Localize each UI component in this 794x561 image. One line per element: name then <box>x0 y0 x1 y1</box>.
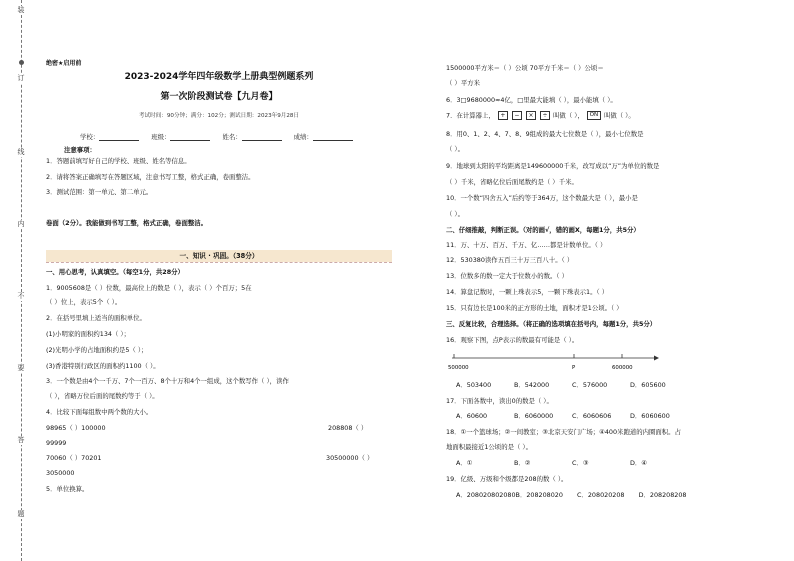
question-7 <box>446 111 635 120</box>
question-19-options <box>456 491 686 499</box>
question-12: 12．530380读作五百三十万三百八十。（ ） <box>446 256 574 264</box>
score-label: 成绩： <box>293 133 313 141</box>
option-b[interactable]: B．6060000 <box>514 412 554 420</box>
binding-word: 装 <box>15 6 27 15</box>
question-7-suffix: 叫做（ ）。 <box>603 111 635 120</box>
binding-word: 内 <box>15 220 27 229</box>
option-b[interactable]: B．② <box>514 459 531 467</box>
question-3: 3．一个数是由4个一千万、7个一百万、8个十万和4个一组成，这个数写作（ ），读作 <box>46 377 289 385</box>
binding-dot <box>19 60 24 65</box>
question-3-cont: （ ），省略万位后面的尾数约等于（ ）。 <box>46 392 159 400</box>
times-key: × <box>526 111 536 120</box>
compare-left-2: 70060（ ）70201 <box>46 454 102 462</box>
question-9-cont: （ ）千米，省略亿位后面尾数约是（ ）千米。 <box>446 178 578 186</box>
question-5-line-2: （ ）平方米 <box>446 79 480 87</box>
question-2-1: (1)小明家的面积约134（ ）； <box>46 330 130 338</box>
score-field[interactable] <box>313 135 353 141</box>
question-2-3: (3)香港特别行政区的面积约1100（ ）。 <box>46 362 160 370</box>
question-13: 13．位数多的数一定大于位数小的数。（ ） <box>446 272 568 280</box>
question-11: 11．万、十万、百万、千万、亿……都是计数单位。（ ） <box>446 241 607 249</box>
option-a[interactable]: A．60600 <box>456 412 488 420</box>
question-2: 2．在括号里填上适当的面积单位。 <box>46 314 146 322</box>
plus-key: + <box>498 111 508 120</box>
student-info-row <box>80 133 363 141</box>
secret-label: 绝密★启用前 <box>46 60 82 67</box>
school-label: 学校： <box>80 133 100 141</box>
option-c[interactable]: C．③ <box>572 459 589 467</box>
option-a[interactable]: A．① <box>456 459 473 467</box>
option-c[interactable]: C．208020208 <box>577 491 625 499</box>
option-c[interactable]: C．6060606 <box>572 412 612 420</box>
option-d[interactable]: D．④ <box>630 459 648 467</box>
question-8: 8．用0、1、2、4、7、8、9组成的最大七位数是（ ），最小七位数是 <box>446 130 644 138</box>
option-b[interactable]: B．542000 <box>514 381 550 389</box>
binding-dashed-line <box>21 0 22 561</box>
question-5: 5．单位换算。 <box>46 485 89 493</box>
name-field[interactable] <box>242 135 282 141</box>
question-4: 4．比较下面每组数中两个数的大小。 <box>46 408 153 416</box>
compare-tail-1: 99999 <box>46 439 67 447</box>
option-d[interactable]: D．6060600 <box>630 412 670 420</box>
compare-right-1: 208808（ ） <box>328 424 368 432</box>
neatness-statement: 卷面（2分）。我能做到书写工整，格式正确，卷面整洁。 <box>46 219 208 227</box>
binding-word: 订 <box>15 74 27 83</box>
compare-right-2: 30500000（ ） <box>326 454 374 462</box>
school-field[interactable] <box>99 135 139 141</box>
compare-left-1: 98965（ ）100000 <box>46 424 106 432</box>
binding-word: 题 <box>15 510 27 519</box>
question-5-line-1: 1500000平方米＝（ ）公顷 70平方千米＝（ ）公顷＝ <box>446 64 604 72</box>
tick-label-p: P <box>572 365 576 371</box>
question-2-2: (2)光明小学的占地面积约是5（ ）； <box>46 346 148 354</box>
question-7-prefix: 7．在计算器上， <box>446 111 495 120</box>
question-16: 16．观察下图，点P表示的数最有可能是（ ）。 <box>446 336 579 344</box>
section-bar: 一、知识 · 巩固。（38分） <box>46 250 392 262</box>
number-line <box>446 348 666 378</box>
binding-word: 要 <box>15 364 27 373</box>
option-d[interactable]: D．208208208 <box>638 491 687 499</box>
question-10: 10．一个数“四舍五入”后约等于364万，这个数最大是（ ），最小是 <box>446 194 638 202</box>
question-16-options <box>456 381 688 389</box>
note-item: 1．答题前填写好自己的学校、班级、姓名等信息。 <box>46 157 191 165</box>
name-label: 姓名： <box>222 133 242 141</box>
question-14: 14．算盘记数时，一颗上珠表示5，一颗下珠表示1。（ ） <box>446 288 609 296</box>
question-19: 19．亿级、万级和个级都是208的数（ ）。 <box>446 475 568 483</box>
question-7-middle: 叫做（ ）， <box>553 111 584 120</box>
part3-heading: 三、反复比较，合理选择。（将正确的选项填在括号内，每题1分，共5分） <box>446 320 657 328</box>
question-18-cont: 地面积最接近1公顷的是（ ）。 <box>446 443 532 451</box>
option-c[interactable]: C．576000 <box>572 381 608 389</box>
question-15: 15．只有边长是100米的正方形的土地，面积才是1公顷。（ ） <box>446 304 623 312</box>
notes-heading: 注意事项： <box>64 146 96 154</box>
question-1: 1．9005608是（ ）位数，最高位上的数是（ ），表示（ ）个百万；5在 <box>46 284 252 292</box>
note-item: 3．测试范围：第一单元、第二单元。 <box>46 188 153 196</box>
question-8-cont: （ ）。 <box>446 145 465 153</box>
option-d[interactable]: D．605600 <box>630 381 666 389</box>
question-17: 17．下面各数中，读出0的数是（ ）。 <box>446 397 553 405</box>
class-field[interactable] <box>170 135 210 141</box>
question-18: 18．①一个篮球场；②一间教室；③北京天安门广场；④400米跑道的内圈面积。占 <box>446 428 681 436</box>
question-6: 6．3□9680000≈4亿，□里最大能填（ ），最小能填（ ）。 <box>446 96 617 104</box>
class-label: 班级： <box>151 133 171 141</box>
divide-key: ÷ <box>540 111 550 120</box>
tick-label-600000: 600000 <box>612 365 633 371</box>
binding-word: 线 <box>15 148 27 157</box>
number-line-arrow <box>654 356 659 361</box>
part1-heading: 一、用心思考，认真填空。（每空1分，共28分） <box>46 268 184 276</box>
option-a[interactable]: A．503400 <box>456 381 492 389</box>
binding-margin <box>8 0 34 561</box>
question-10-cont: （ ）。 <box>446 210 465 218</box>
exam-title: 第一次阶段测试卷【九月卷】 <box>160 92 278 102</box>
note-item: 2．请将答案正确填写在答题区域，注意书写工整，格式正确，卷面整洁。 <box>46 173 255 181</box>
binding-word: 答 <box>15 436 27 445</box>
question-1-cont: （ ）位上，表示5个（ ）。 <box>46 298 122 306</box>
binding-word: 不 <box>15 292 27 301</box>
tick-label-500000: 500000 <box>448 365 469 371</box>
compare-tail-2: 3050000 <box>46 469 75 477</box>
option-a-b[interactable]: A．208020802080B．208208020 <box>456 491 563 499</box>
on-key: ON <box>587 111 601 120</box>
minus-key: − <box>512 111 522 120</box>
question-17-options <box>456 412 688 420</box>
exam-info: 考试时间：90分钟；满分：102分；测试日期：2023年9月28日 <box>138 113 300 119</box>
part2-heading: 二、仔细推敲，判断正误。（对的画√，错的画X，每题1分，共5分） <box>446 226 640 234</box>
question-18-options <box>456 459 688 467</box>
exam-series-title: 2023-2024学年四年级数学上册典型例题系列 <box>124 72 314 82</box>
question-9: 9．地球到太阳的平均距离是149600000千米，改写成以“万”为单位的数是 <box>446 162 660 170</box>
